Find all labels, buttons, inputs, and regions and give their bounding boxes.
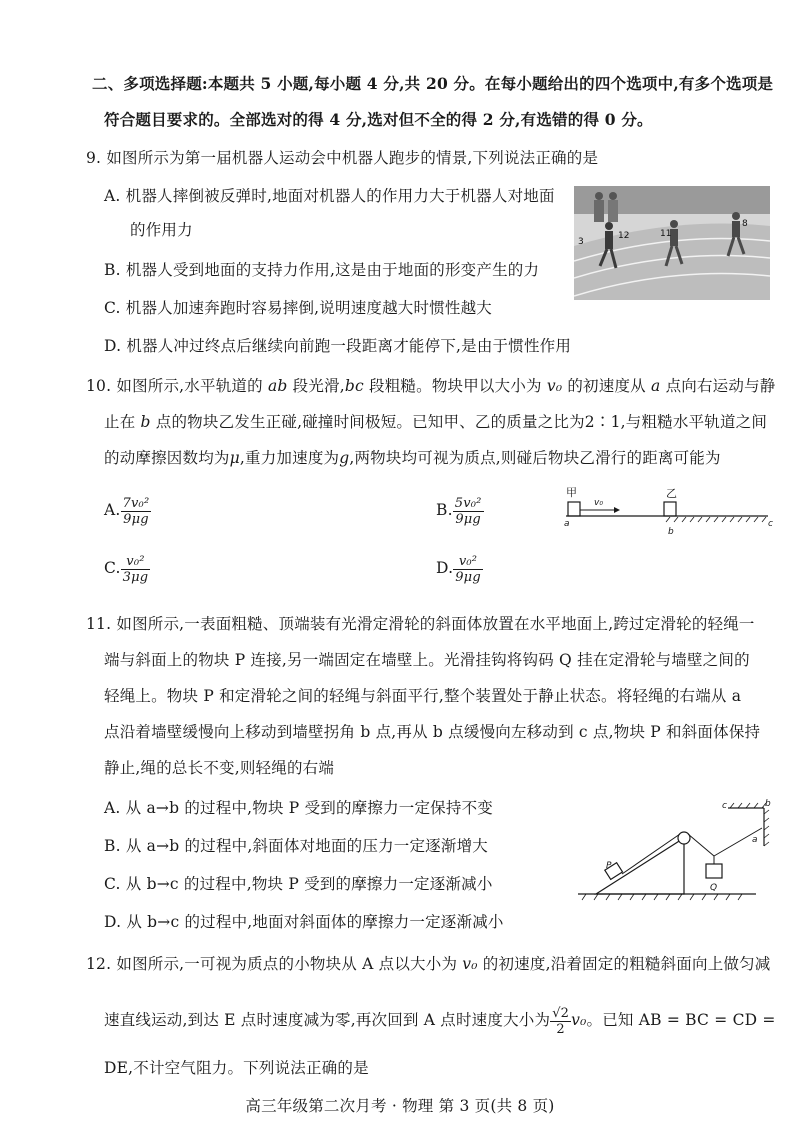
section-heading: 二、多项选择题:本题共 5 小题,每小题 4 分,共 20 分。在每小题给出的四个选项中,有多个选项是 (92, 74, 774, 93)
q10-option-b: B. $\frac{\text{5v₀²}}{9\mu g}$ (436, 495, 482, 527)
q11-stem-line5: 静止,绳的总长不变,则轻绳的右端 (104, 759, 335, 777)
label-yi: 乙 (666, 487, 677, 500)
velocity-arrow (614, 507, 620, 513)
photo-number-8: 8 (742, 219, 748, 229)
q11-stem-line4: 点沿着墙壁缓慢向上移动到墙壁拐角 b 点,再从 b 点缓慢向左移动到 c 点,物块 P 和斜面体保持 (104, 723, 761, 741)
photo-number-12: 12 (618, 231, 630, 241)
block-jia (568, 502, 580, 516)
q11-option-b: B. 从 a→b 的过程中,斜面体对地面的压力一定逐渐增大 (104, 837, 488, 855)
q10-option-c: C. $\frac{\text{v₀²}}{3\mu g}$ (104, 553, 149, 585)
label-b: b (765, 799, 771, 809)
q11-stem-line1: 11. 如图所示,一表面粗糙、顶端装有光滑定滑轮的斜面体放置在水平地面上,跨过定滑轮的轻绳一 (86, 615, 755, 633)
page-footer: 高三年级第二次月考 · 物理 第 3 页(共 8 页) (245, 1097, 555, 1115)
block-yi (664, 502, 676, 516)
label-c: c (722, 801, 727, 811)
q11-option-c: C. 从 b→c 的过程中,物块 P 受到的摩擦力一定逐渐减小 (104, 875, 493, 893)
q10-stem-line1: 10. 如图所示,水平轨道的 ab 段光滑,bc 段粗糙。物块甲以大小为 v₀ 的初速度从 a 点向右运动与静 (86, 377, 776, 395)
label-b: b (668, 527, 674, 537)
q10-option-a: A. $\frac{\text{7v₀²}}{9\mu g}$ (104, 495, 150, 527)
label-a: a (564, 519, 570, 529)
q10-track-figure (562, 486, 776, 542)
q12-stem-line1: 12. 如图所示,一可视为质点的小物块从 A 点以大小为 v₀ 的初速度,沿着固定的粗糙斜面向上做匀减 (86, 955, 771, 973)
q10-stem-line2: 止在 b 点的物块乙发生正碰,碰撞时间极短。已知甲、乙的质量之比为2∶1,与粗糙水平轨道之间 (104, 413, 768, 431)
q9-option-a-cont: 的作用力 (130, 221, 193, 239)
q11-stem-line2: 端与斜面上的物块 P 连接,另一端固定在墙壁上。光滑挂钩将钩码 Q 挂在定滑轮与墙壁之间的 (104, 651, 750, 669)
photo-number-11: 11 (660, 229, 672, 239)
label-jia: 甲 (566, 486, 577, 499)
q11-option-a: A. 从 a→b 的过程中,物块 P 受到的摩擦力一定保持不变 (104, 799, 493, 817)
label-q: Q (710, 883, 718, 893)
label-p: P (606, 861, 612, 871)
q10-option-d: D. $\frac{\text{v₀²}}{9\mu g}$ (436, 553, 481, 585)
q10-stem-line3: 的动摩擦因数均为μ,重力加速度为g,两物块均可视为质点,则碰后物块乙滑行的距离可能为 (104, 449, 721, 467)
q9-stem: 9. 如图所示为第一届机器人运动会中机器人跑步的情景,下列说法正确的是 (86, 149, 599, 167)
photo-number-3: 3 (578, 237, 584, 247)
q11-option-d: D. 从 b→c 的过程中,地面对斜面体的摩擦力一定逐渐减小 (104, 913, 504, 931)
section-heading-cont: 符合题目要求的。全部选对的得 4 分,选对但不全的得 2 分,有选错的得 0 分。 (104, 110, 653, 129)
label-c: c (768, 519, 773, 529)
label-v0: v₀ (594, 498, 603, 508)
weight-q (706, 864, 722, 878)
q9-option-c: C. 机器人加速奔跑时容易摔倒,说明速度越大时惯性越大 (104, 299, 492, 317)
q9-option-d: D. 机器人冲过终点后继续向前跑一段距离才能停下,是由于惯性作用 (104, 337, 572, 355)
label-a: a (752, 835, 758, 845)
q9-robot-race-photo (574, 186, 770, 300)
q9-option-b: B. 机器人受到地面的支持力作用,这是由于地面的形变产生的力 (104, 261, 540, 279)
q12-stem-line2: 速直线运动,到达 E 点时速度减为零,再次回到 A 点时速度大小为 $\frac{√2}{2}$ v₀。已知 AB = BC = CD = (104, 1005, 776, 1037)
q11-stem-line3: 轻绳上。物块 P 和定滑轮之间的轻绳与斜面平行,整个装置处于静止状态。将轻绳的右端从 a (104, 687, 742, 705)
q11-incline-figure (576, 796, 776, 906)
q12-stem-line3: DE,不计空气阻力。下列说法正确的是 (104, 1059, 369, 1077)
q9-option-a: A. 机器人摔倒被反弹时,地面对机器人的作用力大于机器人对地面 (104, 187, 555, 205)
